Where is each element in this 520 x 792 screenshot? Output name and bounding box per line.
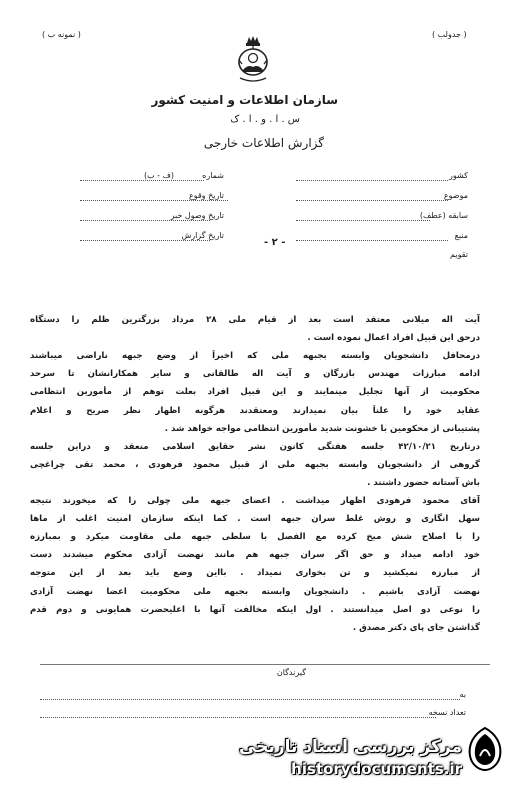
body-line: آقای محمود فرهودی اظهار میداشت . اعضای جبهه ملی چولی را که میخورند نتیجه — [30, 496, 480, 506]
history-documents-logo-icon — [466, 726, 504, 772]
body-line: درمحافل دانشجویان وابسته بجبهه ملی که اخیراً از وضع جبهه ناراضی میباشند — [30, 351, 480, 362]
body-line: باش آستانه حضور داشتند . — [367, 477, 480, 488]
body-line: خود ادامه میداد و حق اگر سران جبهه هم مانند نهضت آزادی محکوم میشدند دست — [30, 550, 480, 561]
receipt-date-label: تاریخ وصول خبر — [170, 211, 224, 220]
organization-name: سازمان اطلاعات و امنیت کشور — [151, 93, 338, 107]
sample-tag: ( نمونه ب ) — [42, 30, 81, 39]
report-date-label: تاریخ گزارش — [181, 231, 224, 240]
form-type-tag: ( جدولب ) — [432, 30, 467, 39]
body-line: را نوعی دو اصل میدانستند . اول اینکه مخالفت آنها با اعلیحضرت همایونی و دوم قدم — [30, 604, 480, 615]
body-line: درحق این قبیل افراد اعمال نموده است . — [307, 333, 480, 344]
number-label: شماره — [202, 171, 224, 180]
body-line: سهل انگاری و روش غلط سران جبهه است . کما اینکه سازمان امنیت اغلب از ماها — [30, 514, 480, 525]
subject-label: موضوع — [443, 191, 468, 200]
report-date-line — [80, 240, 210, 241]
body-line: از مبارزه نمیکشید و تن بخواری نمیداد . بااین وضع باید بعد از این متوجه — [30, 568, 480, 579]
body-line: ادامه مبارزات مهندس بازرگان و آیت اله طالقانی و سایر همکارانشان تا سرحد — [30, 369, 480, 380]
body-line: گذاشتن جای پای دکتر مصدق . — [352, 622, 480, 633]
page-number: - ۲ - — [264, 237, 286, 248]
country-label: کشور — [449, 171, 468, 180]
organization-abbreviation: س . ا . و . ا . ک — [230, 114, 300, 125]
background-line — [296, 220, 430, 221]
subject-line — [296, 200, 448, 201]
watermark-url: historydocuments.ir — [291, 760, 462, 778]
body-line: محکومیت از آنها تجلیل مینمایند و این قبیل افراد بعلت توهم از مأمورین انتظامی — [30, 387, 480, 398]
to-line — [40, 699, 460, 700]
source-label: منبع — [454, 231, 468, 240]
recipients-label: گیرندگان — [276, 668, 306, 677]
body-line: را با اصلاح شش میخ کرده مع الفصل با سلطی جبهه ملی مقاومت میکرد و بمبارزه — [30, 532, 480, 543]
report-title: گزارش اطلاعات خارجی — [203, 136, 324, 150]
body-line: آیت اله میلانی معتقد است بعد از قیام ملی ۲۸ مرداد بزرگترین ظلم را دستگاه — [30, 315, 480, 325]
receipt-date-line — [80, 220, 210, 221]
body-line: پشتیبانی از محکومین با خشونت شدید مأمورین انتظامی مواجه خواهد شد . — [164, 423, 480, 434]
watermark-title: مرکز بررسی اسناد تاریخی — [239, 737, 462, 757]
lion-sun-emblem-icon — [236, 34, 270, 84]
to-label: به — [459, 690, 466, 699]
copies-line — [40, 717, 436, 718]
calendar-label: تقویم — [450, 250, 468, 259]
number-line — [80, 180, 204, 181]
source-line — [296, 240, 448, 241]
body-line: عقاید خود را علناً بیان نمیدارند ومعتقدند هرگونه اظهار نظر صریح و اعلام — [30, 405, 480, 416]
body-line: نهضت آزادی باشیم . دانشجویان وابسته بجبهه ملی محکومیت اعضا نهضت آزادی — [30, 586, 480, 597]
body-line: درتاریخ ۴۲/۱۰/۲۱ جلسه هفتگی کانون نشر حقایق اسلامی منعقد و دراین جلسه — [30, 441, 480, 452]
country-line — [296, 180, 448, 181]
event-date-line — [80, 200, 228, 201]
footer-divider — [40, 664, 490, 665]
copies-label: تعداد نسخه — [428, 708, 466, 717]
body-line: گروهی از دانشجویان وابسته بجبهه ملی از قبیل محمود فرهودی ، محمد تقی چراغچی — [30, 459, 480, 470]
event-date-label: تاریخ وقوع — [188, 191, 224, 200]
number-value: (ف - ب) — [143, 171, 174, 180]
background-label: سابقه (عطف) — [419, 211, 468, 220]
